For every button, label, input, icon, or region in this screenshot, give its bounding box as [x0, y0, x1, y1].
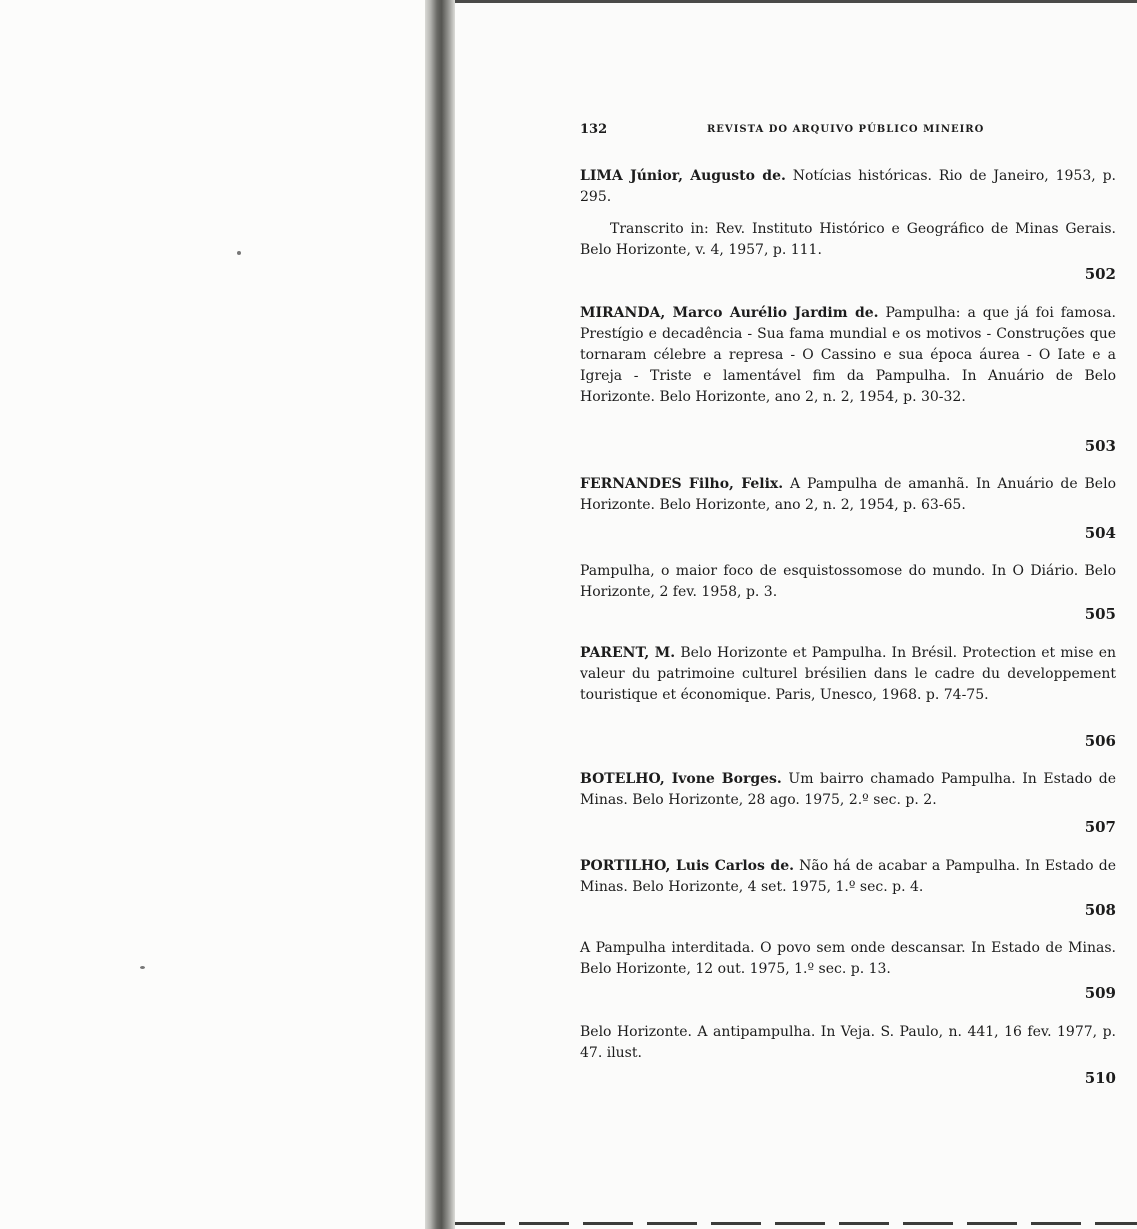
entry-body: Belo Horizonte et Pampulha. In Brésil. Protection et mise en valeur du patrimoine culturel brésilien dans le cadre du developpement touristique et économique. Paris, Unesco, 1968. p. 74-75.: [580, 645, 1116, 703]
entry-number: 510: [1084, 1069, 1116, 1087]
page-top-edge: [455, 0, 1137, 3]
entry-body: A Pampulha interditada. O povo sem onde descansar. In Estado de Minas. Belo Horizonte, 12 out. 1975, 1.º sec. p. 13.: [580, 940, 1116, 977]
book-gutter: [425, 0, 455, 1229]
entry-author: LIMA Júnior, Augusto de.: [580, 168, 786, 184]
entry-body: A Pampulha de amanhã. In Anuário de Belo Horizonte. Belo Horizonte, ano 2, n. 2, 1954, p. 63-65.: [580, 476, 1116, 513]
entry-author: BOTELHO, Ivone Borges.: [580, 771, 782, 787]
entry-body: Notícias históricas. Rio de Janeiro, 1953, p. 295.: [580, 168, 1116, 205]
page-bottom-edge: [455, 1222, 1137, 1225]
entry-body: Pampulha, o maior foco de esquistossomose do mundo. In O Diário. Belo Horizonte, 2 fev. 1958, p. 3.: [580, 563, 1116, 600]
left-page: [0, 0, 425, 1229]
page-number: 132: [580, 122, 608, 137]
entry-text: [580, 1022, 1116, 1064]
entry-text: [580, 474, 1116, 516]
entry-text: [580, 219, 1116, 261]
entry-number: 508: [1084, 901, 1116, 919]
entry-author: FERNANDES Filho, Felix.: [580, 476, 784, 492]
entry-number: 509: [1084, 984, 1116, 1002]
entry-number: 503: [1084, 437, 1116, 455]
entry-text: [580, 643, 1116, 706]
entry-text: [580, 166, 1116, 208]
entry-body: Não há de acabar a Pampulha. In Estado de Minas. Belo Horizonte, 4 set. 1975, 1.º sec. p. 4.: [580, 858, 1116, 895]
entry-author: PARENT, M.: [580, 645, 676, 661]
entry-number: 505: [1084, 605, 1116, 623]
journal-title: REVISTA DO ARQUIVO PÚBLICO MINEIRO: [707, 124, 985, 135]
running-head: [580, 122, 1010, 142]
paper-speck: [140, 966, 145, 969]
entry-text: [580, 303, 1116, 408]
entry-body: Transcrito in: Rev. Instituto Histórico e Geográfico de Minas Gerais. Belo Horizonte, v. 4, 1957, p. 111.: [580, 221, 1116, 258]
entry-author: PORTILHO, Luis Carlos de.: [580, 858, 794, 874]
entry-text: [580, 769, 1116, 811]
entry-number: 502: [1084, 265, 1116, 283]
entry-text: [580, 561, 1116, 603]
entry-author: MIRANDA, Marco Aurélio Jardim de.: [580, 305, 879, 321]
entry-body: Belo Horizonte. A antipampulha. In Veja. S. Paulo, n. 441, 16 fev. 1977, p. 47. ilust.: [580, 1024, 1116, 1061]
entry-number: 504: [1084, 524, 1116, 542]
paper-speck: [237, 251, 241, 255]
entry-body: Um bairro chamado Pampulha. In Estado de Minas. Belo Horizonte, 28 ago. 1975, 2.º sec. p. 2.: [580, 771, 1116, 808]
entry-body: Pampulha: a que já foi famosa. Prestígio e decadência - Sua fama mundial e os motivos - Construções que tornaram célebre a represa - O Cassino e sua época áurea - O Iate e a Igreja - Triste e lamentável fim da Pampulha. In Anuário de Belo Horizonte. Belo Horizonte, ano 2, n. 2, 1954, p. 30-32.: [580, 305, 1116, 405]
entry-number: 506: [1084, 732, 1116, 750]
entry-text: [580, 856, 1116, 898]
entry-number: 507: [1084, 818, 1116, 836]
entry-text: [580, 938, 1116, 980]
